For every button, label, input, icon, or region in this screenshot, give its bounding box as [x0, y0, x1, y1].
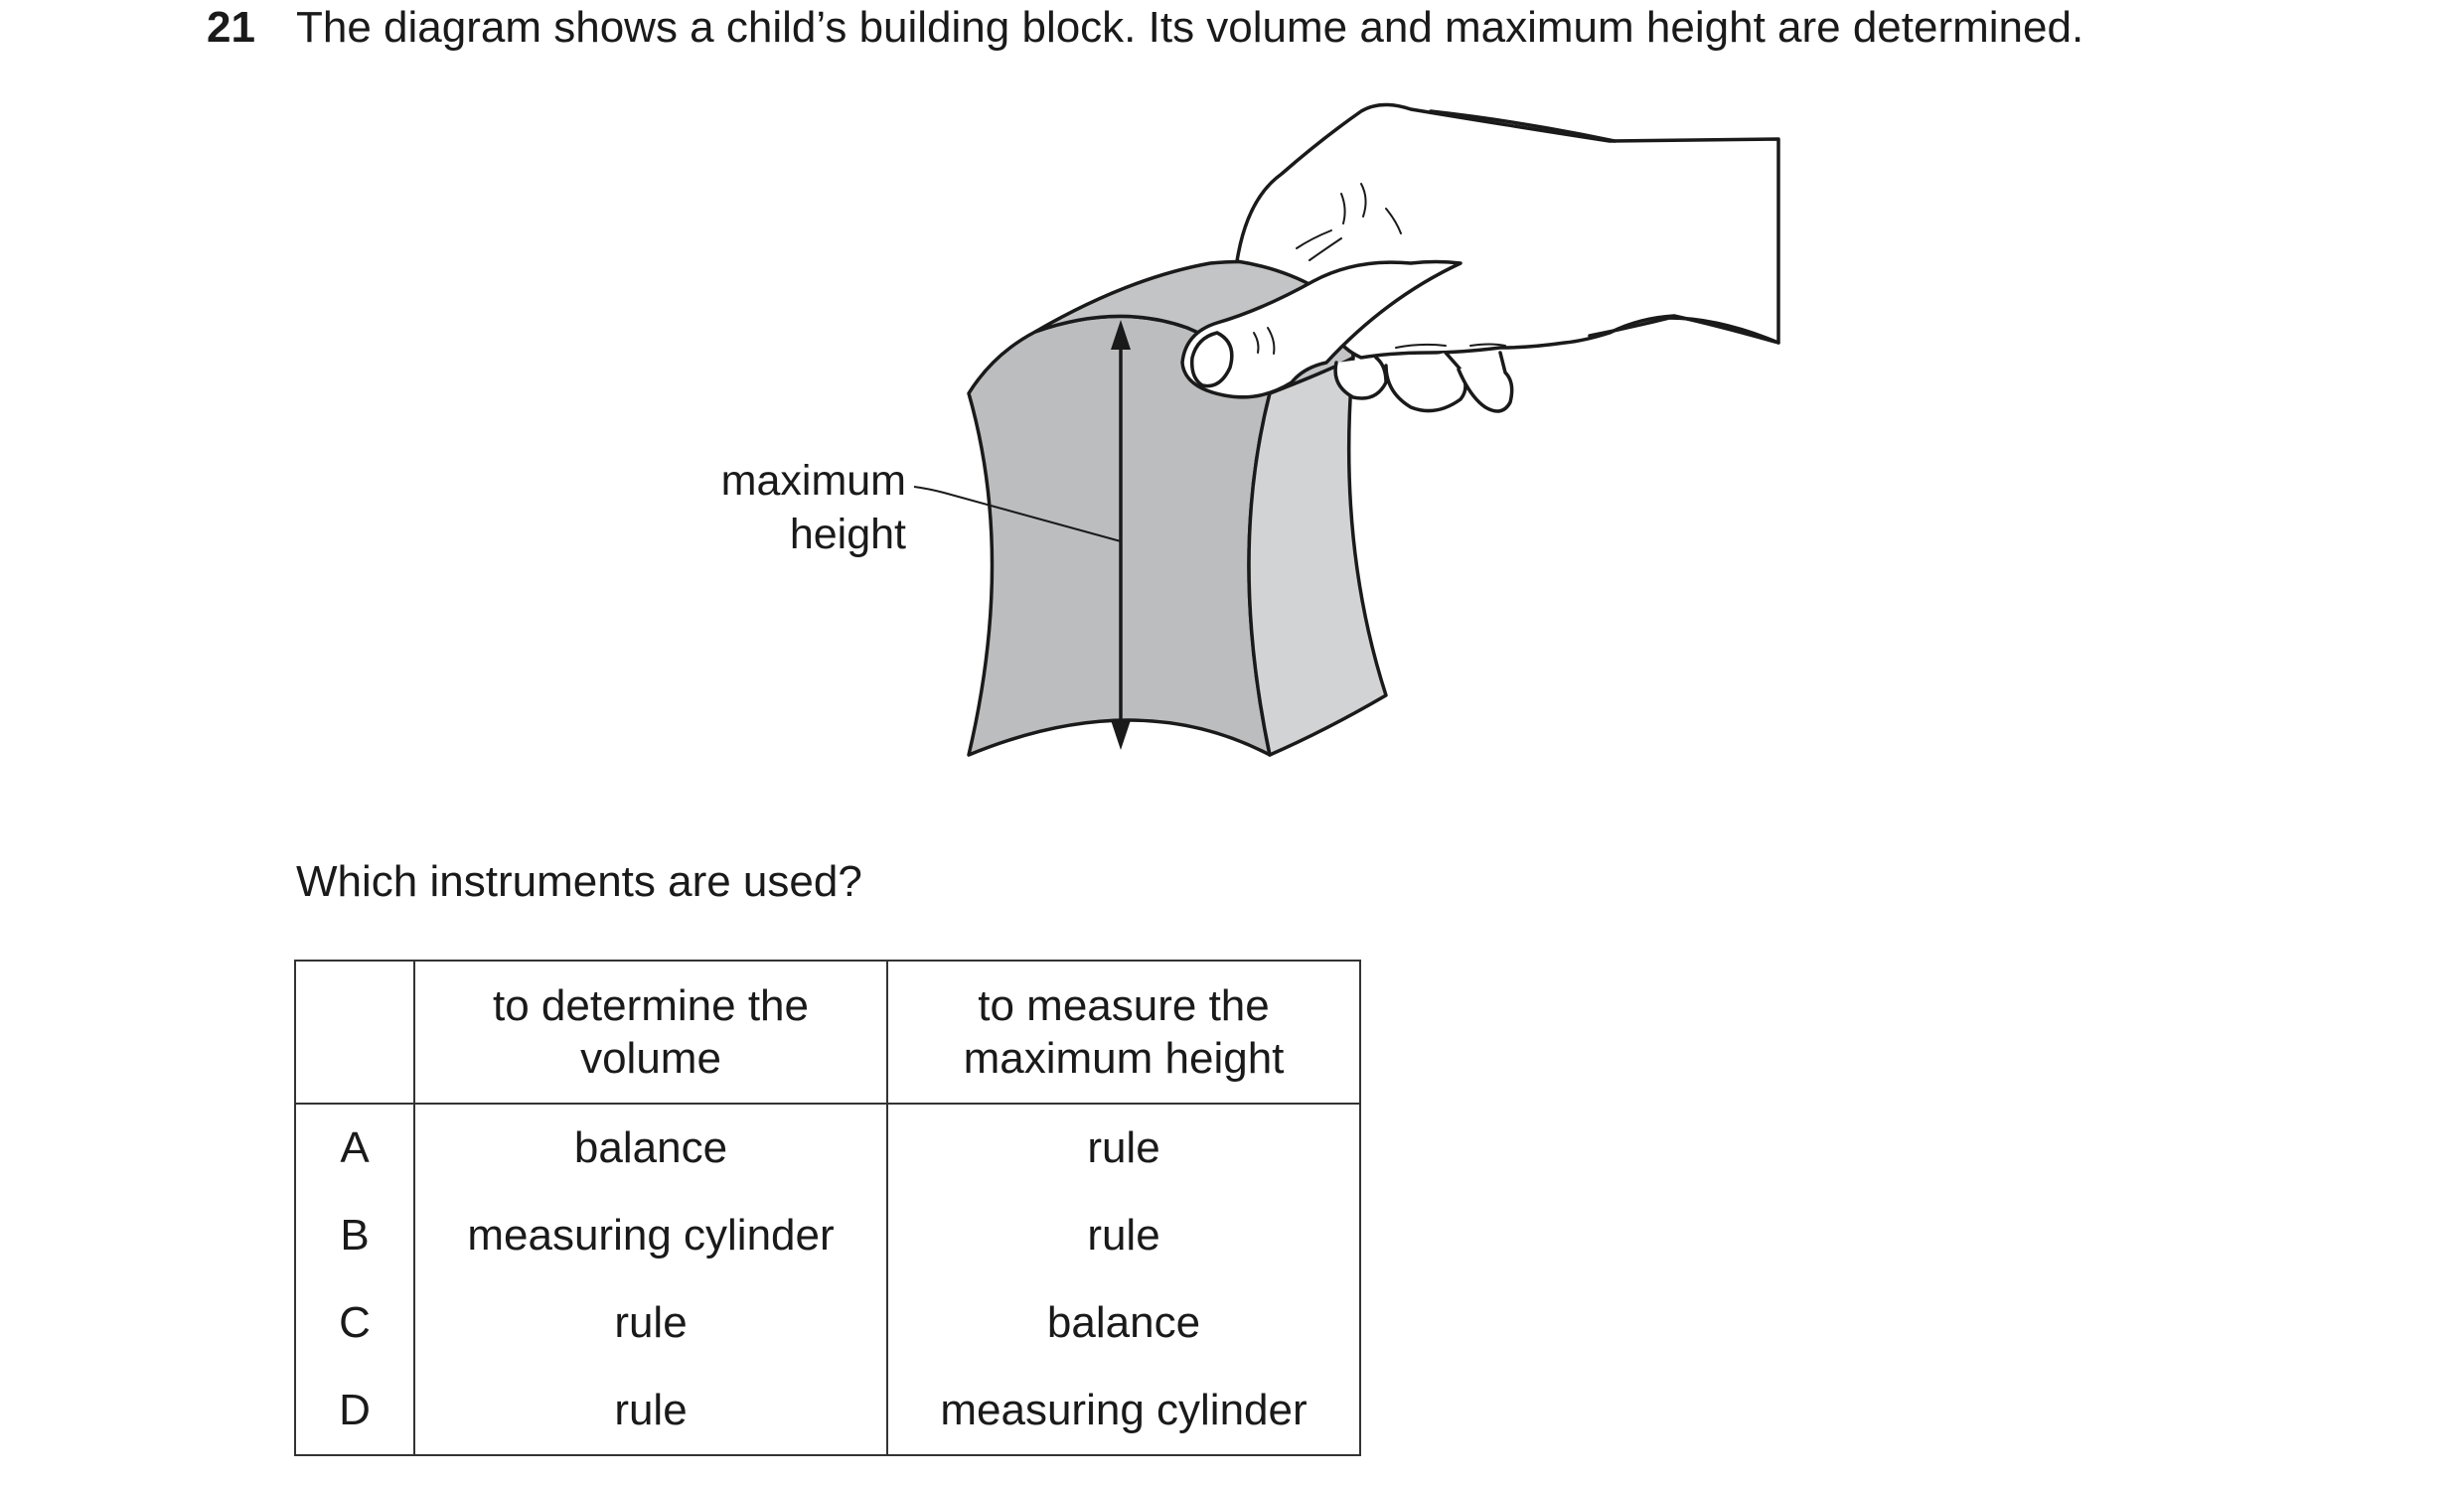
header-height: [887, 961, 1360, 1104]
hand-illustration: [1182, 104, 1778, 411]
header-volume-line2: volume: [580, 1034, 721, 1083]
option-volume: balance: [414, 1104, 887, 1192]
option-letter: A: [295, 1104, 414, 1192]
option-letter: C: [295, 1279, 414, 1367]
option-volume: rule: [414, 1279, 887, 1367]
diagram-label-maximum: maximum: [720, 457, 906, 505]
header-blank: [295, 961, 414, 1104]
option-volume: rule: [414, 1367, 887, 1455]
header-height-line1: to measure the: [978, 981, 1270, 1030]
option-letter: B: [295, 1192, 414, 1279]
answer-options-table: [294, 960, 1361, 1456]
block-side-face: [1249, 358, 1386, 755]
diagram-label-height: height: [789, 511, 906, 558]
table-row[interactable]: [295, 1279, 1360, 1367]
option-volume: measuring cylinder: [414, 1192, 887, 1279]
option-height: measuring cylinder: [887, 1367, 1360, 1455]
table-row[interactable]: [295, 1104, 1360, 1192]
table-row[interactable]: [295, 1192, 1360, 1279]
option-height: balance: [887, 1279, 1360, 1367]
header-height-line2: maximum height: [963, 1034, 1285, 1083]
table-header-row: [295, 961, 1360, 1104]
option-letter: D: [295, 1367, 414, 1455]
header-volume-line1: to determine the: [493, 981, 809, 1030]
question-prompt: Which instruments are used?: [296, 857, 862, 906]
question-stem: The diagram shows a child’s building block. Its volume and maximum height are determined.: [296, 3, 2084, 52]
header-volume: [414, 961, 887, 1104]
table-row[interactable]: [295, 1367, 1360, 1455]
option-height: rule: [887, 1104, 1360, 1192]
option-height: rule: [887, 1192, 1360, 1279]
question-number: 21: [207, 3, 255, 52]
